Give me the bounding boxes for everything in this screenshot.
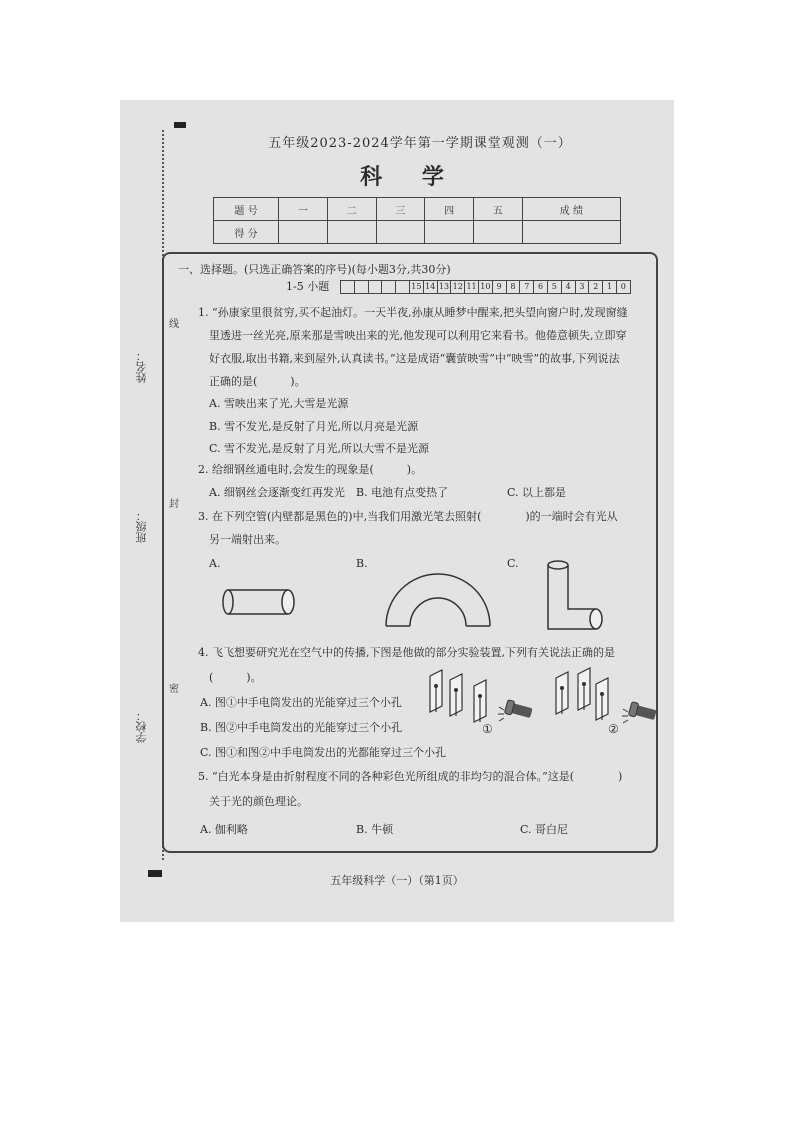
- q5-option: B. 牛顿: [356, 823, 394, 836]
- q4-line: 4. 飞飞想要研究光在空气中的传播,下图是他做的部分实验装置,下列有关说法正确的是: [198, 646, 615, 659]
- score-row-label: 得 分: [214, 221, 279, 244]
- score-number: 9: [492, 280, 507, 294]
- figure-label-2: ②: [608, 722, 619, 736]
- score-number: 13: [437, 280, 452, 294]
- figure-label-1: ①: [482, 722, 493, 736]
- class-label: 班级：: [135, 510, 148, 543]
- score-number: 10: [478, 280, 493, 294]
- answer-boxes: [341, 280, 631, 294]
- score-table: [213, 197, 621, 244]
- pinhole-setup-figure-2: [552, 666, 662, 738]
- q4-option: C. 图①和图②中手电筒发出的光都能穿过三个小孔: [200, 746, 447, 759]
- score-cell[interactable]: [327, 221, 376, 244]
- q1-line: 好衣服,取出书籍,来到屋外,认真读书。”这是成语“囊萤映雪”中“映雪”的故事,下列说法: [209, 352, 620, 365]
- q3-option: A.: [209, 557, 221, 570]
- score-number: 1: [602, 280, 617, 294]
- name-label: 姓名：: [135, 350, 148, 383]
- score-cell[interactable]: [425, 221, 474, 244]
- score-row: [214, 221, 621, 244]
- score-cell[interactable]: [376, 221, 425, 244]
- score-number: 7: [519, 280, 534, 294]
- q1-line: 里透进一丝光亮,原来那是雪映出来的光,他发现可以利用它来看书。他倦意顿失,立即穿: [209, 329, 627, 342]
- score-number: 5: [547, 280, 562, 294]
- registration-mark-top: [174, 122, 186, 128]
- score-number: 15: [409, 280, 424, 294]
- seal-word-feng: 封: [169, 495, 179, 510]
- q1-option: B. 雪不发光,是反射了月光,所以月亮是光源: [209, 420, 419, 433]
- seal-word-mi: 密: [169, 680, 179, 695]
- score-header-cell: 题 号: [214, 198, 279, 221]
- q3-line: 3. 在下列空管(内壁都是黑色的)中,当我们用激光笔去照射( )的一端时会有光从: [198, 510, 618, 523]
- q1-line: 1. “孙康家里很贫穷,买不起油灯。一天半夜,孙康从睡梦中醒来,把头望向窗户时,发现窗缝: [198, 306, 628, 319]
- answer-box[interactable]: [381, 280, 396, 294]
- score-header-cell: 二: [327, 198, 376, 221]
- q4-option: B. 图②中手电筒发出的光能穿过三个小孔: [200, 721, 403, 734]
- score-cell[interactable]: [474, 221, 523, 244]
- answer-box[interactable]: [340, 280, 355, 294]
- q3-option: C.: [507, 557, 519, 570]
- score-number: 14: [423, 280, 438, 294]
- arched-tube-figure: [382, 568, 494, 630]
- q2-option: B. 电池有点变热了: [356, 486, 449, 499]
- q1-line: 正确的是( )。: [209, 375, 306, 388]
- q3-option: B.: [356, 557, 368, 570]
- scanned-exam-page: [120, 100, 674, 922]
- q4-line: ( )。: [209, 671, 262, 684]
- score-number: 6: [533, 280, 548, 294]
- score-header-cell: 一: [279, 198, 328, 221]
- q5-line: 关于光的颜色理论。: [209, 795, 308, 808]
- q2-option: A. 细钢丝会逐渐变红再发光: [209, 486, 345, 499]
- score-cell[interactable]: [279, 221, 328, 244]
- q5-option: C. 哥白尼: [520, 823, 569, 836]
- q1-option: A. 雪映出来了光,大雪是光源: [209, 397, 349, 410]
- score-header-cell: 三: [376, 198, 425, 221]
- score-header-cell: 五: [474, 198, 523, 221]
- answer-row-label: 1-5 小题: [286, 280, 330, 293]
- straight-tube-figure: [220, 584, 300, 620]
- score-header-cell: 成 绩: [522, 198, 620, 221]
- score-number: 12: [450, 280, 465, 294]
- section-one-title: 一、选择题。(只选正确答案的序号)(每小题3分,共30分): [178, 263, 451, 276]
- score-number: 11: [464, 280, 479, 294]
- q5-line: 5. “白光本身是由折射程度不同的各种彩色光所组成的非均匀的混合体。”这是( ): [198, 770, 623, 783]
- l-shaped-tube-figure: [540, 555, 610, 640]
- score-number: 8: [506, 280, 521, 294]
- score-header-row: [214, 198, 621, 221]
- score-number: 0: [616, 280, 631, 294]
- school-label: 学校：: [135, 710, 148, 743]
- score-number: 3: [575, 280, 590, 294]
- score-cell[interactable]: [522, 221, 620, 244]
- q2-option: C. 以上都是: [507, 486, 567, 499]
- score-number: 2: [588, 280, 603, 294]
- answer-box[interactable]: [368, 280, 383, 294]
- seal-word-xian: 线: [169, 315, 179, 330]
- score-header-cell: 四: [425, 198, 474, 221]
- page-footer: 五年级科学（一）（第1页）: [330, 874, 464, 887]
- q1-option: C. 雪不发光,是反射了月光,所以大雪不是光源: [209, 442, 430, 455]
- answer-box[interactable]: [395, 280, 410, 294]
- q5-option: A. 伽利略: [200, 823, 248, 836]
- q4-option: A. 图①中手电筒发出的光能穿过三个小孔: [200, 696, 402, 709]
- answer-box[interactable]: [354, 280, 369, 294]
- score-number: 4: [561, 280, 576, 294]
- q3-line: 另一端射出来。: [209, 533, 286, 546]
- q2-stem: 2. 给细钢丝通电时,会发生的现象是( )。: [198, 463, 423, 476]
- subject-title: 科 学: [360, 164, 460, 190]
- exam-title: 五年级2023-2024学年第一学期课堂观测（一）: [268, 136, 572, 151]
